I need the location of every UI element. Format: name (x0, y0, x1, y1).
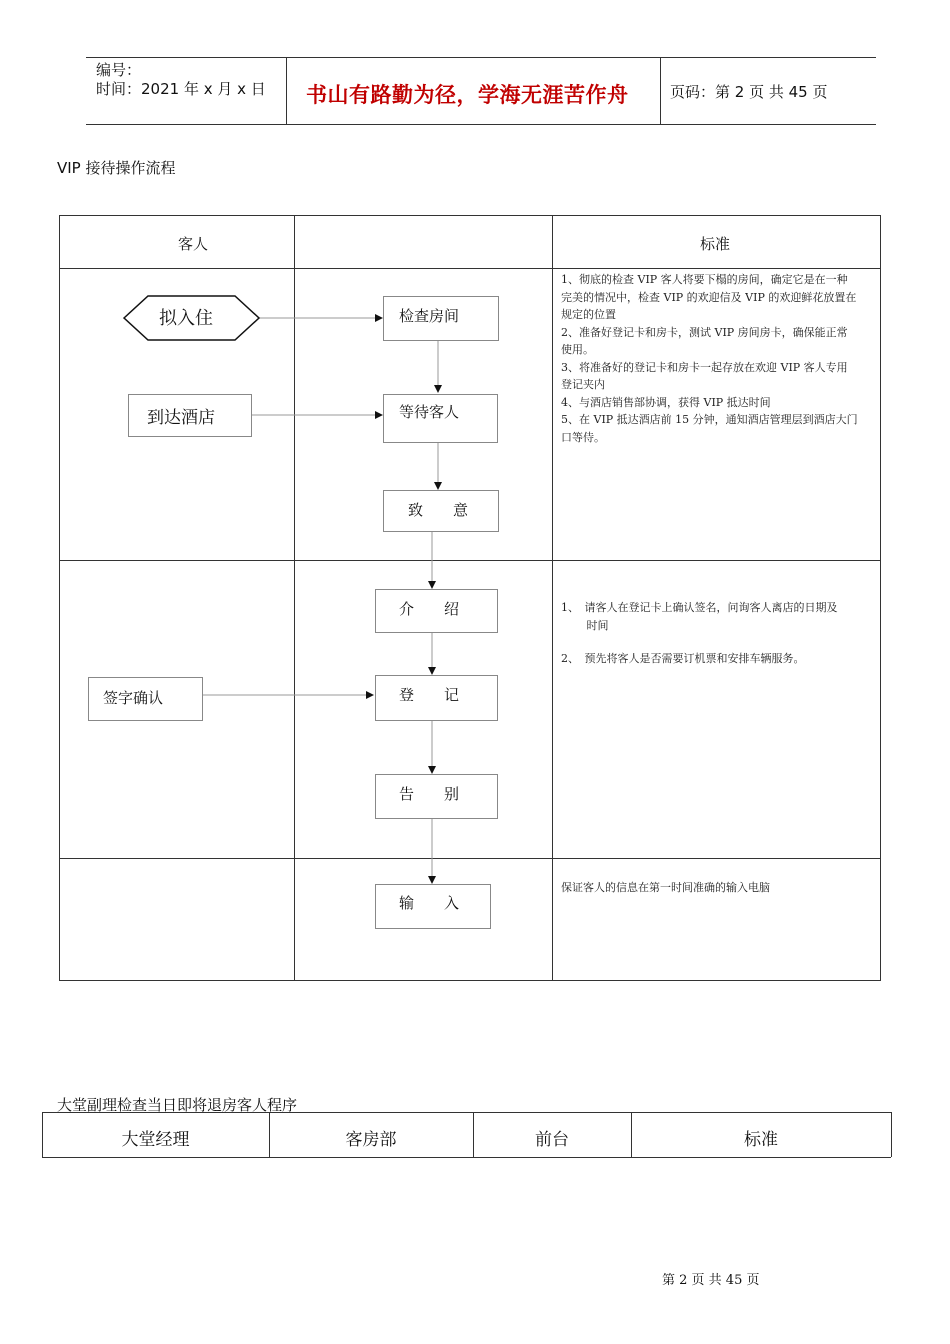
box-label: 输 入 (399, 894, 460, 912)
standards-row-3 (561, 879, 875, 897)
standard-line: 2、 预先将客人是否需要订机票和安排车辆服务。 (561, 652, 805, 665)
box-check-room (383, 296, 499, 341)
column-header-standard: 标准 (700, 235, 731, 253)
standard-line: 时间 (561, 618, 609, 632)
box-arrive-hotel (128, 394, 252, 437)
box-label: 到达酒店 (147, 408, 215, 428)
box-farewell (375, 774, 498, 819)
column-header-guest: 客人 (178, 235, 209, 253)
box-sign-confirm (88, 677, 203, 721)
column-header-front-desk: 前台 (535, 1130, 569, 1150)
box-wait-guest (383, 394, 498, 443)
standard-line: 使用。 (561, 343, 594, 356)
box-greet (383, 490, 499, 532)
standard-line: 5、在 VIP 抵达酒店前 15 分钟，通知酒店管理层到酒店大门 (561, 413, 858, 426)
doc-number-label: 编号： (96, 61, 142, 79)
standard-line: 3、将准备好的登记卡和房卡一起存放在欢迎 VIP 客人专用 (561, 360, 848, 374)
page-footer: 第 2 页 共 45 页 (662, 1273, 760, 1288)
box-label: 签字确认 (103, 689, 164, 707)
page-indicator: 页码：第 2 页 共 45 页 (670, 83, 828, 101)
motto: 书山有路勤为径，学海无涯苦作舟 (306, 83, 629, 107)
doc-time-label: 时间：2021 年 x 月 x 日 (96, 80, 266, 98)
standard-line: 登记夹内 (561, 378, 605, 391)
column-header-standard: 标准 (744, 1130, 778, 1150)
box-label: 告 别 (399, 785, 460, 803)
start-node-intend-stay (124, 296, 259, 340)
box-label: 登 记 (399, 686, 460, 704)
standard-line: 完美的情况中，检查 VIP 的欢迎信及 VIP 的欢迎鲜花放置在 (561, 290, 857, 304)
section-title: 大堂副理检查当日即将退房客人程序 (57, 1096, 298, 1114)
standard-line: 1、彻底的检查 VIP 客人将要下榻的房间，确定它是在一种 (561, 273, 848, 286)
standards-row-1 (561, 271, 875, 446)
box-label: 致 意 (408, 501, 469, 519)
standards-row-2 (561, 599, 875, 668)
start-node-label: 拟入住 (159, 308, 213, 329)
box-input (375, 884, 491, 929)
box-register (375, 675, 498, 721)
box-label: 等待客人 (399, 403, 460, 421)
standard-line: 口等侍。 (561, 430, 605, 444)
column-header-housekeeping: 客房部 (345, 1130, 397, 1150)
box-introduce (375, 589, 498, 633)
standard-line: 保证客人的信息在第一时间准确的输入电脑 (561, 881, 770, 894)
standard-line: 2、准备好登记卡和房卡，测试 VIP 房间房卡，确保能正常 (561, 325, 848, 339)
standard-line: 1、 请客人在登记卡上确认签名，问询客人离店的日期及 (561, 601, 838, 614)
box-label: 检查房间 (399, 307, 460, 325)
standard-line: 4、与酒店销售部协调，获得 VIP 抵达时间 (561, 395, 771, 409)
section-title: VIP 接待操作流程 (57, 159, 176, 177)
box-label: 介 绍 (399, 600, 460, 618)
standard-line: 规定的位置 (561, 308, 616, 321)
column-header-lobby-manager: 大堂经理 (121, 1130, 190, 1150)
